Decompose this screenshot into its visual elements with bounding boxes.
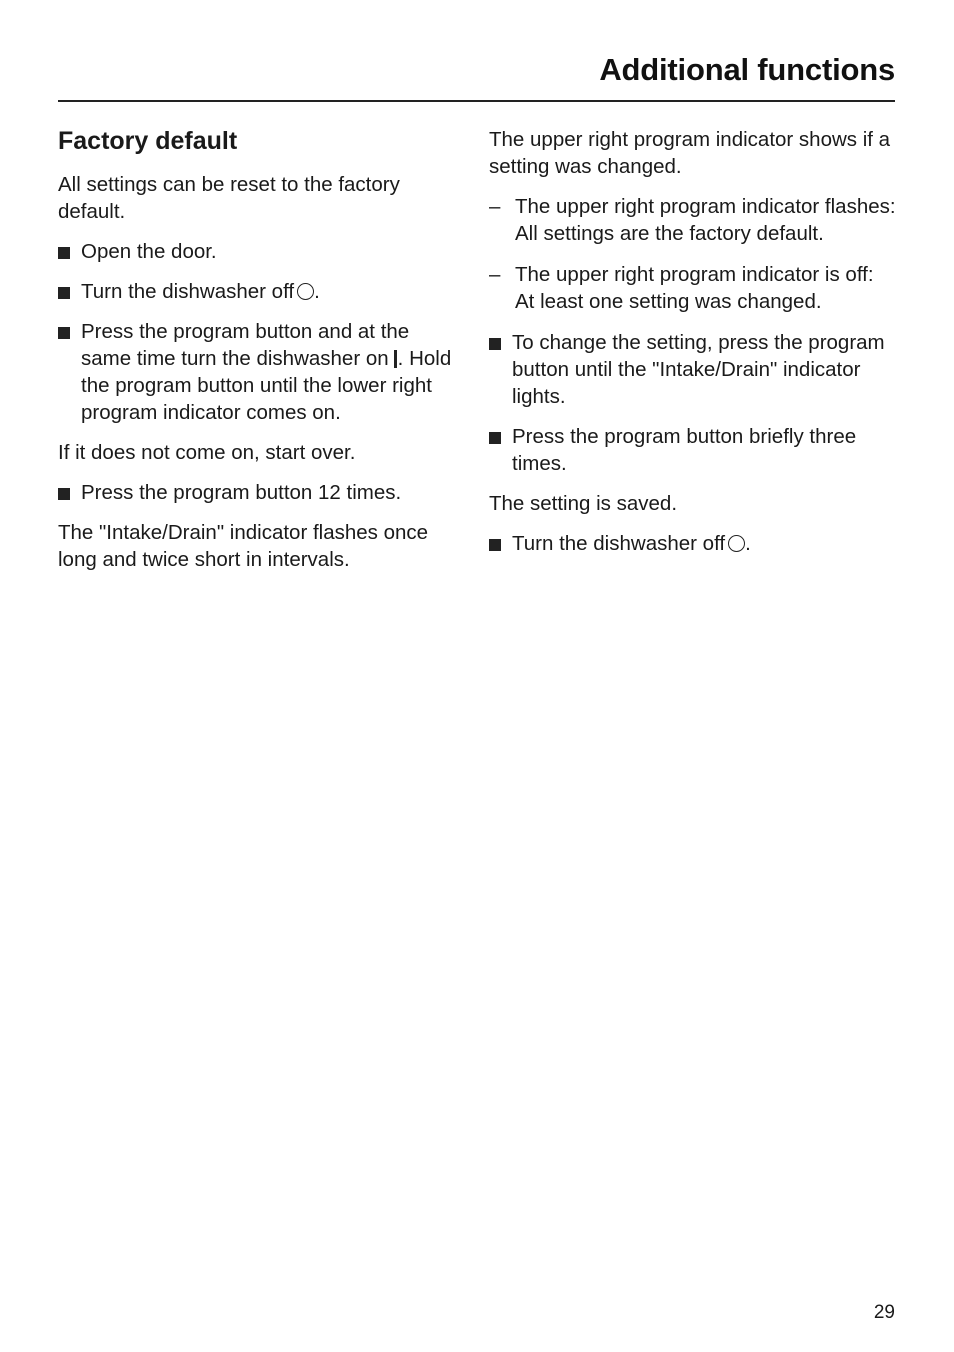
dash-bullet: –: [489, 195, 501, 218]
page-number: 29: [873, 1302, 895, 1323]
flash-pattern-note: The "Intake/Drain" indicator flashes once long and twice short in intervals.: [58, 521, 429, 571]
saved-note: The setting is saved.: [489, 492, 678, 515]
left-column: [58, 126, 456, 586]
step-turn-off: Turn the dishwasher off .: [58, 278, 456, 305]
start-over-note: If it does not come on, start over.: [58, 441, 356, 464]
power-on-icon: [394, 350, 397, 368]
step-text: Open the door.: [81, 240, 217, 263]
dash-result: At least one setting was changed.: [515, 290, 822, 313]
square-bullet-icon: [58, 488, 70, 500]
step-text: Press the program button and at the same time turn the dishwasher on: [81, 320, 410, 370]
power-off-icon: [297, 283, 314, 300]
step-press-briefly: [489, 423, 899, 477]
dash-text: The upper right program indicator flashes:: [515, 195, 896, 218]
indicator-intro: The upper right program indicator shows if a setting was changed.: [489, 128, 891, 178]
power-off-icon: [728, 535, 745, 552]
step-text: To change the setting, press the program button until the "Intake/Drain" indicator lights.: [512, 331, 885, 408]
step-press-12-times: [58, 479, 456, 506]
dash-bullet: –: [489, 263, 501, 286]
square-bullet-icon: [489, 432, 501, 444]
dash-item-flashes: [489, 193, 899, 247]
section-heading: Factory default: [58, 127, 238, 155]
square-bullet-icon: [58, 287, 70, 299]
intro-paragraph: All settings can be reset to the factory default.: [58, 173, 400, 223]
right-column: [489, 126, 899, 570]
step-change-setting: [489, 329, 899, 410]
dash-item-off: [489, 261, 899, 315]
page-title: Additional functions: [599, 52, 895, 87]
square-bullet-icon: [58, 247, 70, 259]
dash-text: The upper right program indicator is off:: [515, 263, 874, 286]
square-bullet-icon: [489, 338, 501, 350]
step-text: Turn the dishwasher off: [512, 532, 726, 555]
square-bullet-icon: [58, 327, 70, 339]
step-text: Press the program button 12 times.: [81, 481, 402, 504]
step-turn-off-final: Turn the dishwasher off .: [489, 530, 899, 557]
square-bullet-icon: [489, 539, 501, 551]
dash-result: All settings are the factory default.: [515, 222, 824, 245]
step-text: Turn the dishwasher off: [81, 280, 295, 303]
step-text: Press the program button briefly three times.: [512, 425, 857, 475]
title-divider: [58, 100, 895, 102]
step-open-door: [58, 238, 456, 265]
step-press-and-turn-on: Press the program button and at the same time turn the dishwasher on . Hold the program button until the lower right program indicator comes on.: [58, 318, 456, 426]
step-text-continued: Hold the program button until the lower right program indicator comes on.: [81, 347, 452, 424]
